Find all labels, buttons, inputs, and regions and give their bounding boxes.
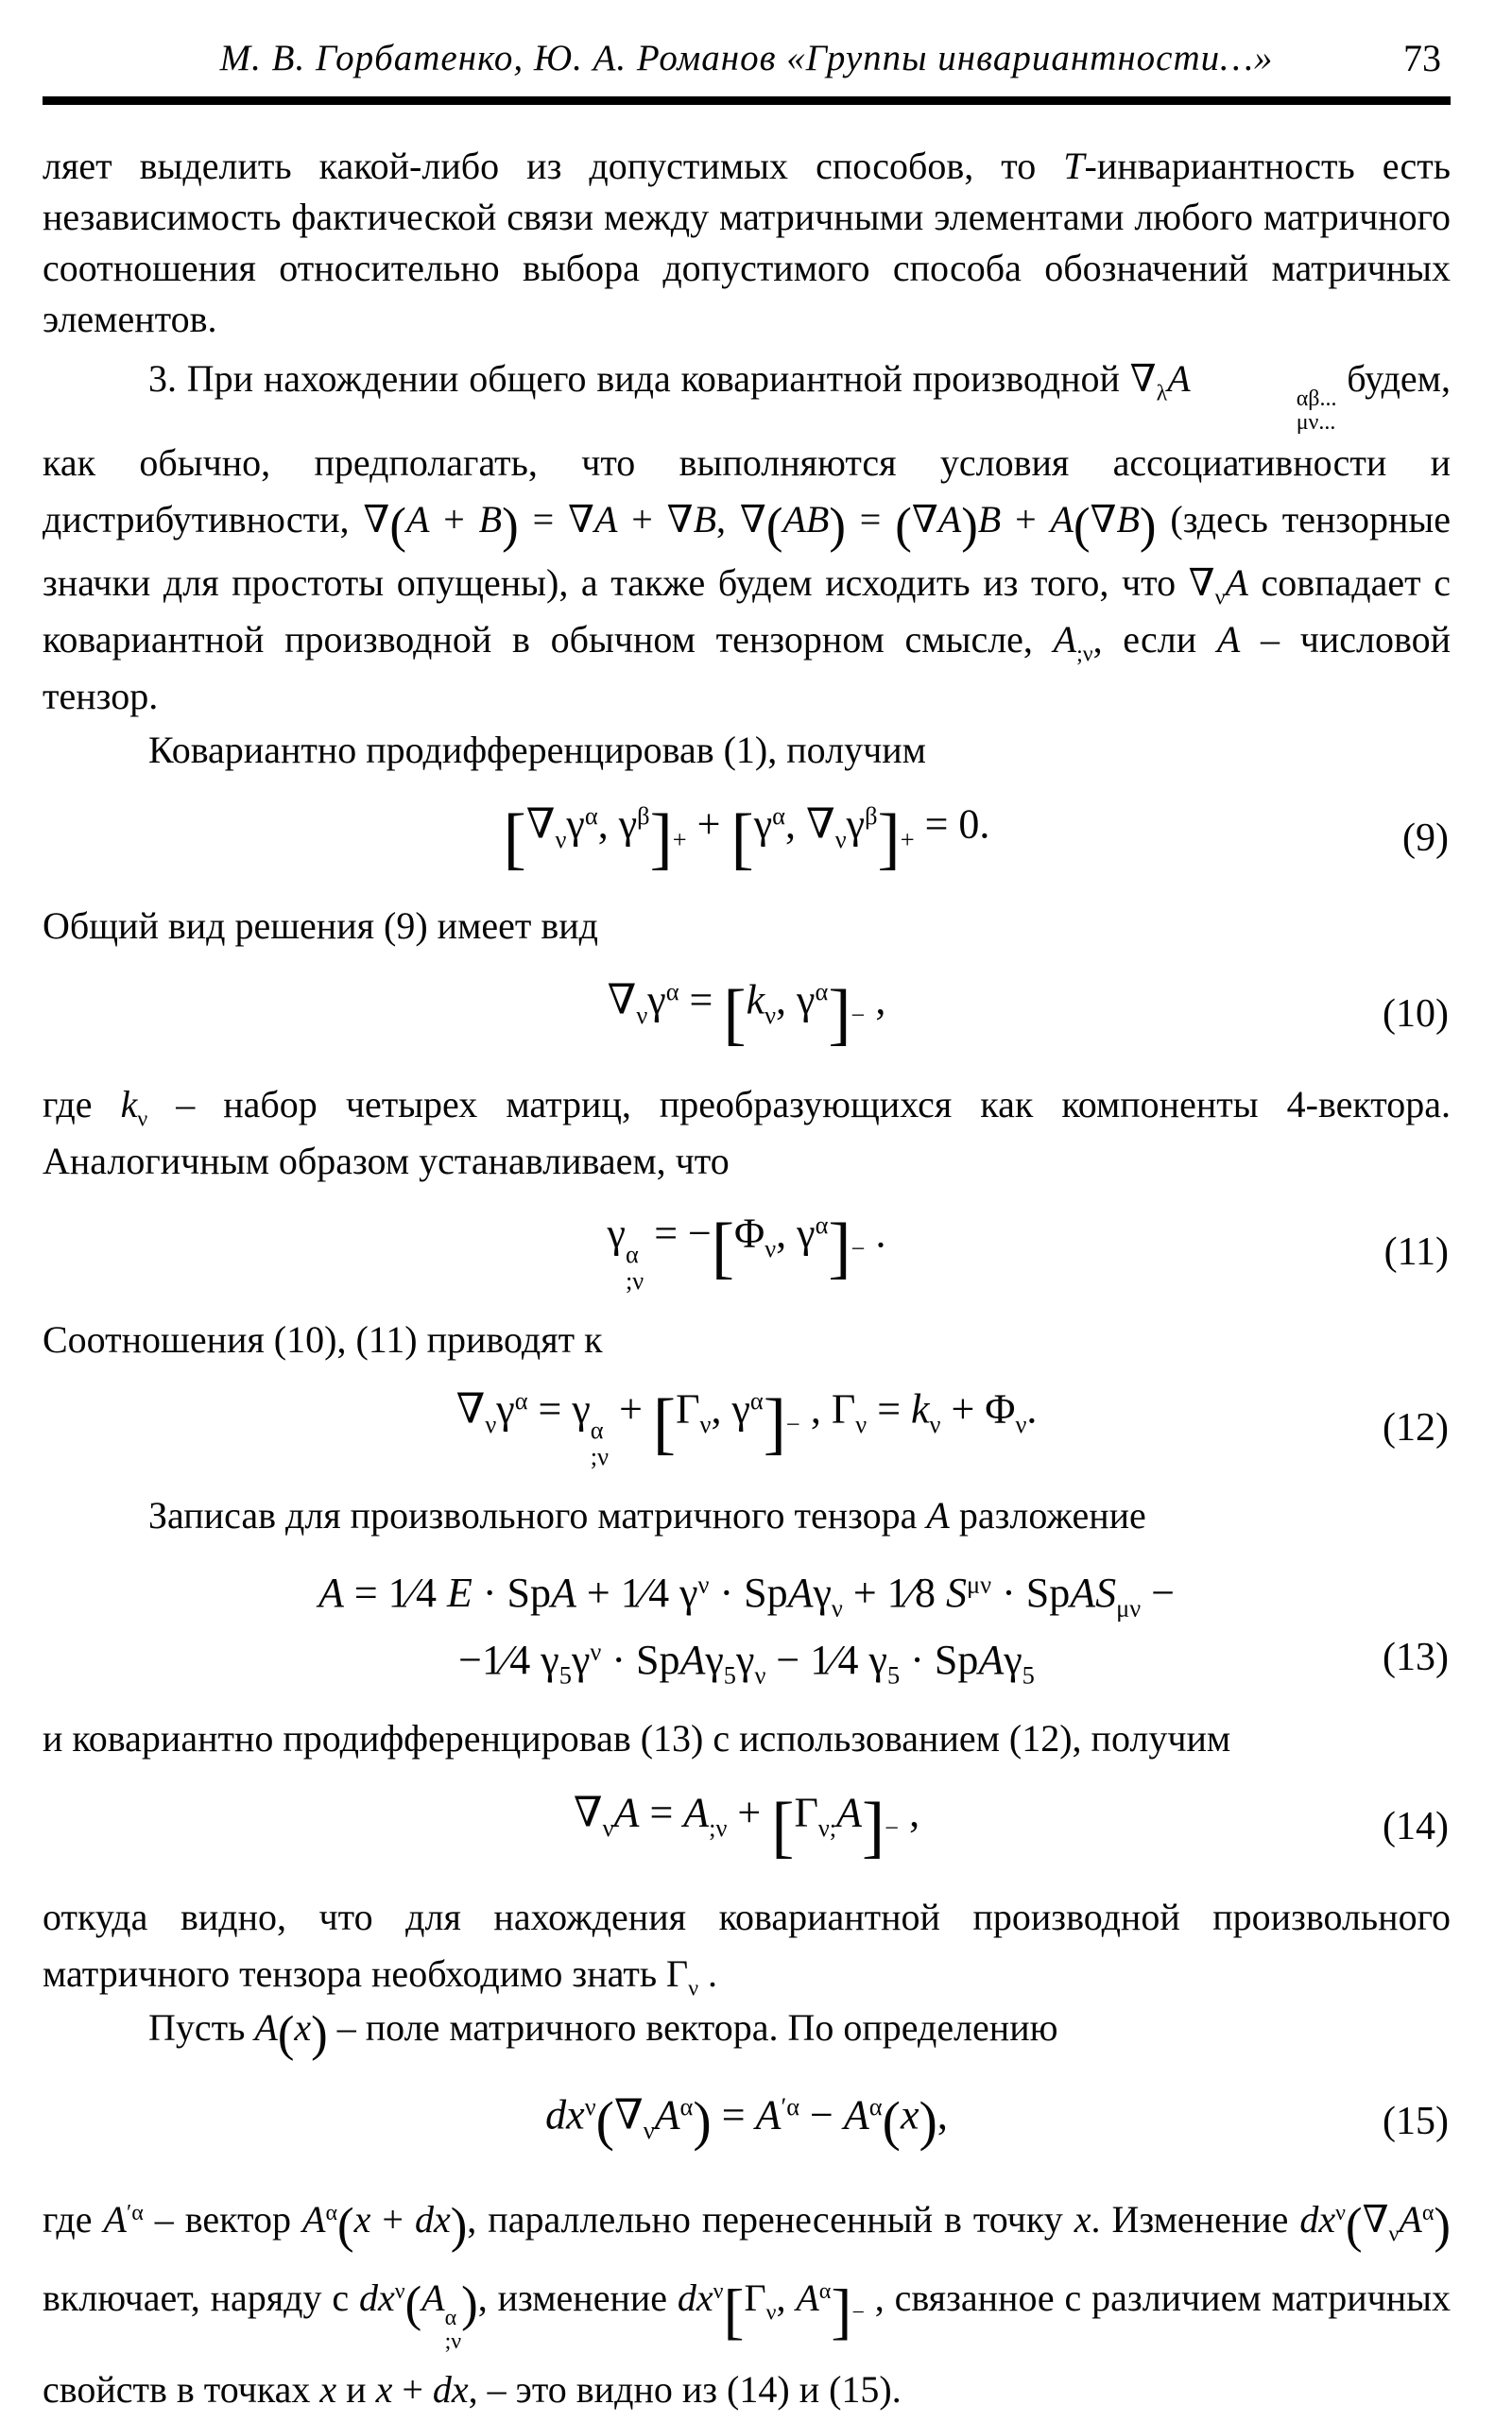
equation-15-formula: $dx^\nu(\nabla_\nu A^\alpha) = A^{'\alpha} - A^\alpha(x)$, bbox=[545, 2090, 948, 2153]
paragraph-section-3: 3. При нахождении общего вида ковариантной производной $\nabla_\lambda A$ αβ... μν... будем, как обычно, предполагать, что выполняются условия ассоциативности и дистрибутивности, ∇(A + B) = ∇A + ∇B, ∇(AB) = (∇A)B + A(∇B) (здесь тензорные значки для простоты опущены), а также будем исходить из того, что $\nabla_\nu A$ совпадает с ковариантной производной в обычном тензорном смысле, $A_{;\nu}$, если A – числовой тензор. bbox=[43, 357, 1452, 717]
big-left-paren: ( bbox=[337, 2198, 354, 2254]
big-left-bracket: [ bbox=[652, 1384, 677, 1462]
paragraph-intro: ляет выделить какой-либо из допустимых способов, то Т-инвариантность есть независимость фактической связи между матричными элементами любого матричного соотношения относительно выбора допустимого способа обозначений матричных элементов. bbox=[43, 145, 1452, 340]
big-left-paren: ( bbox=[882, 2090, 901, 2153]
big-left-paren: ( bbox=[389, 498, 406, 554]
stacked-scripts: αβ... μν... bbox=[1296, 386, 1337, 436]
equation-number: (9) bbox=[1402, 816, 1449, 860]
big-left-paren: ( bbox=[277, 2006, 295, 2062]
big-right-bracket: ] bbox=[831, 2276, 852, 2346]
equation-number: (10) bbox=[1383, 991, 1449, 1036]
equation-number: (15) bbox=[1383, 2100, 1449, 2144]
equation-9 bbox=[43, 791, 1451, 885]
equation-14 bbox=[43, 1779, 1451, 1874]
equation-number: (13) bbox=[1383, 1635, 1449, 1679]
big-right-bracket: ] bbox=[828, 1209, 851, 1286]
big-right-bracket: ] bbox=[828, 974, 851, 1052]
equation-11 bbox=[43, 1205, 1451, 1299]
equation-10 bbox=[43, 967, 1451, 1061]
page-header bbox=[43, 32, 1451, 87]
paragraph-final: где $A^{'\alpha}$ – вектор $A^\alpha(x + dx)$, параллельно перенесенный в точку x. Изменение $dx^\nu(\nabla_\nu A^\alpha)$ включает, наряду с $dx^\nu(A$ α ;ν ), изменение $dx^\nu[\Gamma_\nu$, $A^\alpha]_-$ , связанное с различием матричных свойств в точках x и x + dx, – это видно из (14) и (15). bbox=[43, 2198, 1452, 2412]
equation-number: (14) bbox=[1383, 1804, 1449, 1848]
big-left-paren: ( bbox=[404, 2276, 422, 2332]
big-right-bracket: ] bbox=[649, 799, 673, 876]
big-left-bracket: [ bbox=[503, 799, 526, 876]
big-left-paren: ( bbox=[765, 498, 783, 554]
equation-number: (11) bbox=[1383, 1229, 1449, 1274]
big-left-bracket: [ bbox=[711, 1209, 735, 1286]
page-body bbox=[43, 141, 1451, 2422]
equation-10-formula: $\nabla_\nu\gamma^\alpha = [k_\nu$, $\gamma^\alpha]_-$ , bbox=[607, 974, 886, 1052]
big-right-bracket: ] bbox=[862, 1787, 885, 1864]
big-left-paren: ( bbox=[1346, 2198, 1363, 2254]
paragraph-before-eq14: и ковариантно продифференцировав (13) с использованием (12), получим bbox=[43, 1716, 1231, 1760]
running-title: М. В. Горбатенко, Ю. А. Романов «Группы инвариантности…» bbox=[219, 38, 1274, 78]
big-left-bracket: [ bbox=[771, 1787, 795, 1864]
big-right-paren: ) bbox=[1434, 2198, 1452, 2254]
equation-12 bbox=[43, 1381, 1451, 1475]
big-right-paren: ) bbox=[919, 2090, 937, 2153]
paragraph-before-eq15: Пусть A(x) – поле матричного вектора. По определению bbox=[148, 2005, 1058, 2062]
stacked-scripts: α ;ν bbox=[590, 1415, 610, 1470]
equation-9-formula: [$\nabla_\nu\gamma^\alpha$, $\gamma^\beta]_+ + [\gamma^\alpha$, $\nabla_\nu\gamma^\beta]_+ = 0$. bbox=[503, 799, 990, 876]
big-right-paren: ) bbox=[693, 2090, 712, 2153]
stacked-scripts: α ;ν bbox=[444, 2305, 462, 2354]
big-left-paren: ( bbox=[595, 2090, 614, 2153]
paragraph-before-eq12: Соотношения (10), (11) приводят к bbox=[43, 1317, 603, 1361]
big-right-paren: ) bbox=[450, 2198, 468, 2254]
paragraph-after-eq14: откуда видно, что для нахождения ковариантной производной произвольного матричного тензора необходимо знать $\Gamma_\nu$ . bbox=[43, 1895, 1451, 2001]
equation-15 bbox=[43, 2074, 1451, 2169]
equation-number: (12) bbox=[1383, 1405, 1449, 1450]
equation-13 bbox=[43, 1556, 1451, 1698]
paragraph-before-eq13: Записав для произвольного матричного тензора A разложение bbox=[148, 1493, 1146, 1537]
equation-13-line2: −1⁄4 $\gamma_5\gamma^\nu \cdot SpA\gamma_5\gamma_\nu$ − 1⁄4 $\gamma_5 \cdot SpA\gamma_5$ bbox=[458, 1636, 1035, 1690]
big-right-bracket: ] bbox=[877, 799, 901, 876]
equation-14-formula: $\nabla_\nu A = A_{;\nu} + [\Gamma_{\nu;}A]_-$ , bbox=[573, 1787, 920, 1864]
big-left-paren: ( bbox=[1073, 498, 1091, 554]
big-right-paren: ) bbox=[1139, 498, 1157, 554]
header-rule bbox=[43, 96, 1451, 105]
big-left-bracket: [ bbox=[723, 2276, 745, 2346]
big-right-paren: ) bbox=[311, 2006, 328, 2062]
paragraph-before-eq11: где $k_\nu$ – набор четырех матриц, преобразующихся как компоненты 4-вектора. Аналогичным образом устанавливаем, что bbox=[43, 1082, 1451, 1182]
big-right-paren: ) bbox=[502, 498, 519, 554]
paragraph-before-eq10: Общий вид решения (9) имеет вид bbox=[43, 903, 599, 947]
equation-13-line1: A = 1⁄4 E · SpA + 1⁄4 $\gamma^\nu \cdot SpA\gamma_\nu$ + 1⁄8 $S^{\mu\nu}$ · SpAS$_{\mu\nu}$ − bbox=[318, 1570, 1176, 1623]
big-left-paren: ( bbox=[895, 498, 912, 554]
equation-11-formula: γ α ;ν = $-[\Phi_\nu$, $\gamma^\alpha]_-$ . bbox=[607, 1209, 886, 1295]
big-right-paren: ) bbox=[461, 2276, 478, 2332]
stacked-scripts: α ;ν bbox=[625, 1239, 644, 1295]
big-left-bracket: [ bbox=[723, 974, 747, 1052]
big-right-bracket: ] bbox=[763, 1384, 786, 1462]
big-left-bracket: [ bbox=[730, 799, 754, 876]
paragraph-before-eq9: Ковариантно продифференцировав (1), получим bbox=[148, 728, 926, 771]
equation-12-formula: $\nabla_\nu\gamma^\alpha = \gamma$ α ;ν + [$\Gamma_\nu$, $\gamma^\alpha]_-$ , $\Gamma_\nu = k_\nu + \Phi_\nu$. bbox=[455, 1384, 1038, 1470]
big-right-paren: ) bbox=[961, 498, 978, 554]
page-number: 73 bbox=[1403, 37, 1441, 79]
big-right-paren: ) bbox=[829, 498, 846, 554]
